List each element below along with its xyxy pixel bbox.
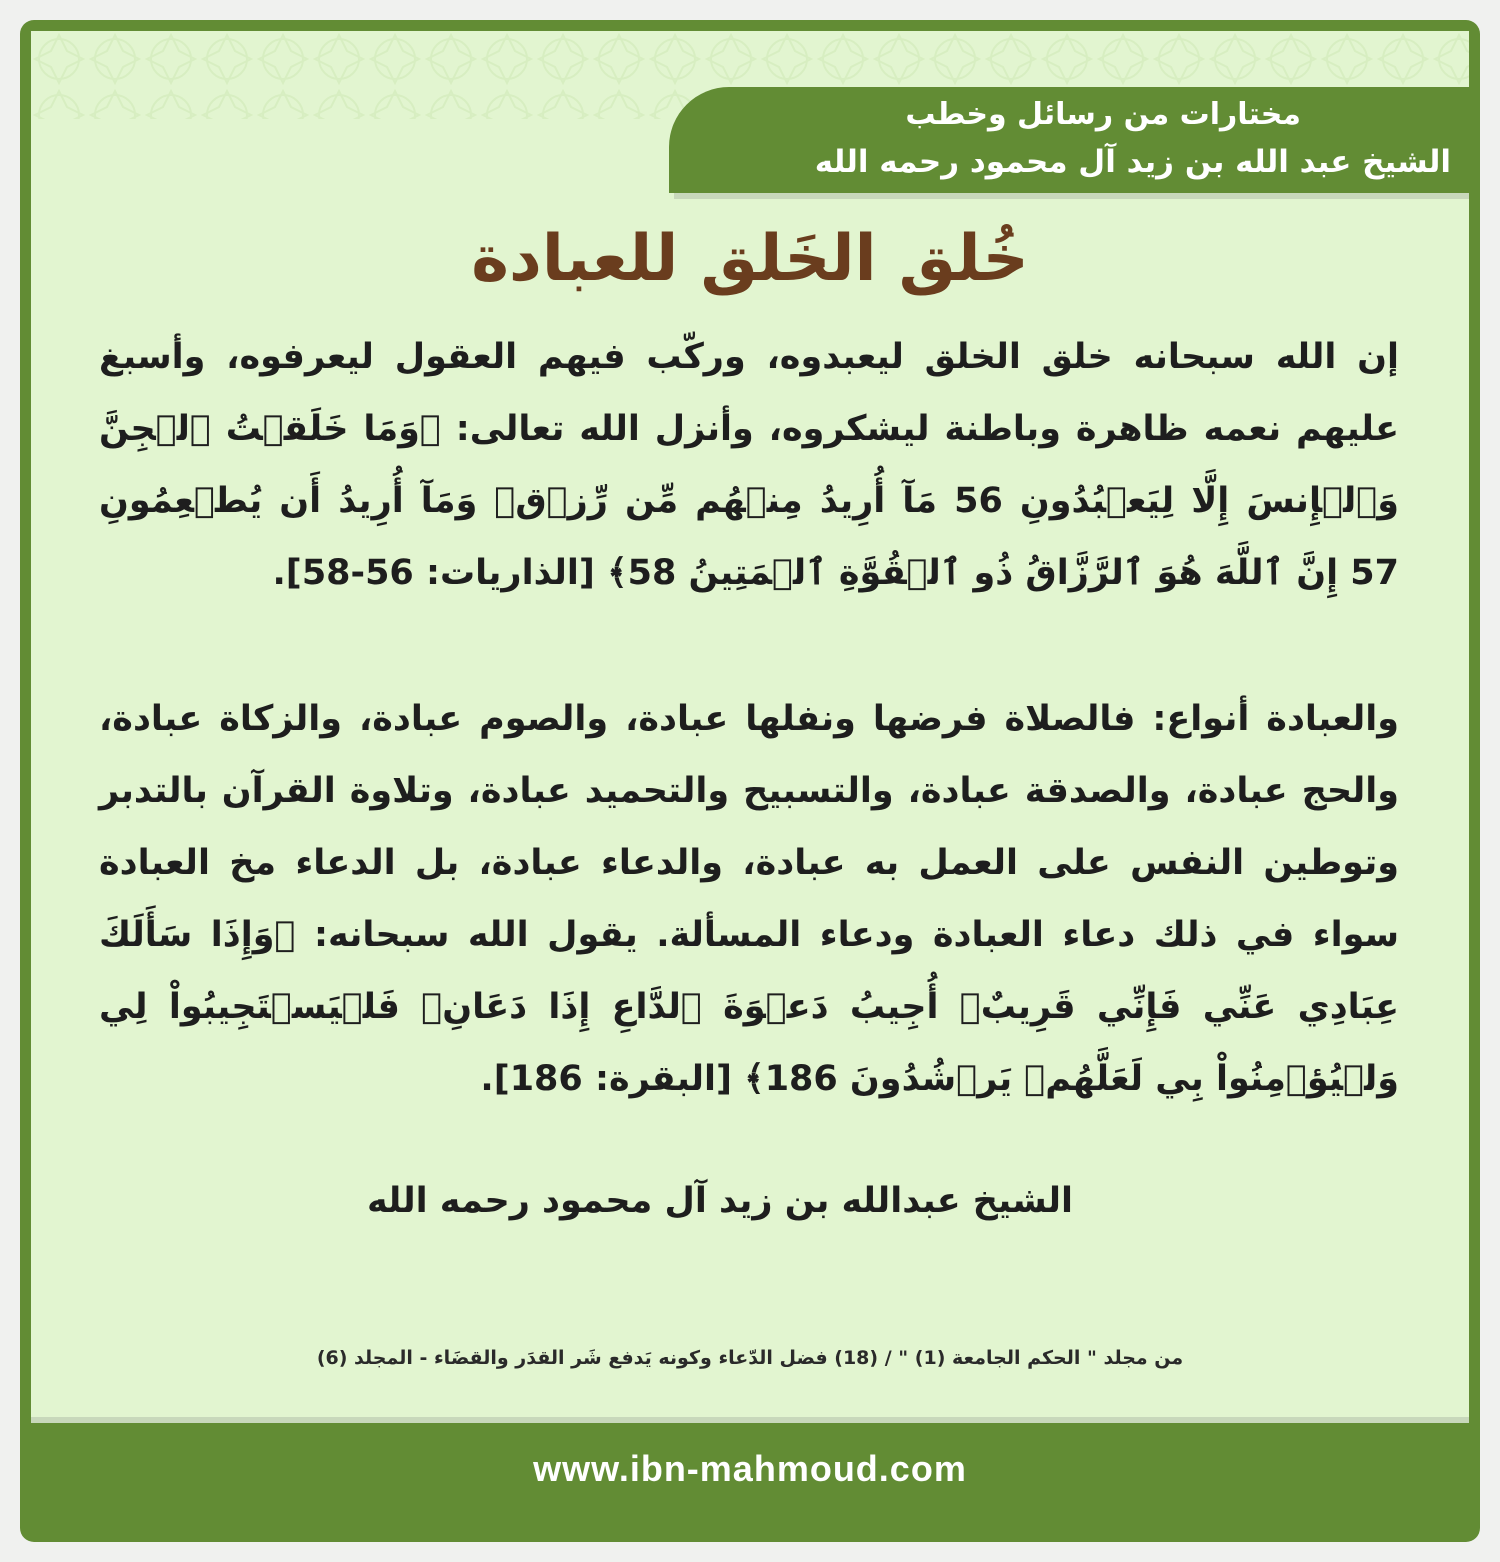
header-author: الشيخ عبد الله بن زيد آل محمود رحمه الله xyxy=(814,144,1451,180)
paragraph-2: والعبادة أنواع: فالصلاة فرضها ونفلها عبادة، والصوم عبادة، والزكاة عبادة، والحج عبادة، والصدقة عبادة، والتسبيح والتحميد عبادة، وتلاوة القرآن بالتدبر وتوطين النفس على العمل به عبادة، والدعاء عبادة، بل الدعاء مخ العبادة سواء في ذلك دعاء العبادة ودعاء المسألة. يقول الله سبحانه: ﴿وَإِذَا سَأَلَكَ عِبَادِي عَنِّي فَإِنِّي قَرِيبٌۖ أُجِيبُ دَعۡوَةَ ٱلدَّاعِ إِذَا دَعَانِۖ فَلۡيَسۡتَجِيبُواْ لِي وَلۡيُؤۡمِنُواْ بِي لَعَلَّهُمۡ يَرۡشُدُونَ 186﴾ [البقرة: 186]. xyxy=(99,699,1399,1099)
header-shadow xyxy=(674,193,1469,199)
website-link[interactable]: www.ibn-mahmoud.com xyxy=(533,1448,967,1489)
header-subtitle: مختارات من رسائل وخطب xyxy=(905,97,1301,132)
header-band xyxy=(669,87,1469,193)
signature: الشيخ عبدالله بن زيد آل محمود رحمه الله xyxy=(366,1181,1074,1221)
source-reference: من مجلد " الحكم الجامعة (1) " / (18) فضل الدّعاء وكونه يَدفع شَر القدَر والقضَاء - المجلد (6) xyxy=(316,1347,1184,1369)
page-title: خُلق الخَلق للعبادة xyxy=(471,222,1029,296)
footer-divider xyxy=(31,1417,1469,1423)
content-panel xyxy=(31,31,1469,1417)
paragraph-1: إن الله سبحانه خلق الخلق ليعبدوه، وركّب فيهم العقول ليعرفوه، وأسبغ عليهم نعمه ظاهرة وباطنة ليشكروه، وأنزل الله تعالى: ﴿وَمَا خَلَقۡتُ ٱلۡجِنَّ وَٱلۡإِنسَ إِلَّا لِيَعۡبُدُونِ 56 مَآ أُرِيدُ مِنۡهُم مِّن رِّزۡقٖ وَمَآ أُرِيدُ أَن يُطۡعِمُونِ 57 إِنَّ ٱللَّهَ هُوَ ٱلرَّزَّاقُ ذُو ٱلۡقُوَّةِ ٱلۡمَتِينُ 58﴾ [الذاريات: 56-58]. xyxy=(99,337,1399,593)
